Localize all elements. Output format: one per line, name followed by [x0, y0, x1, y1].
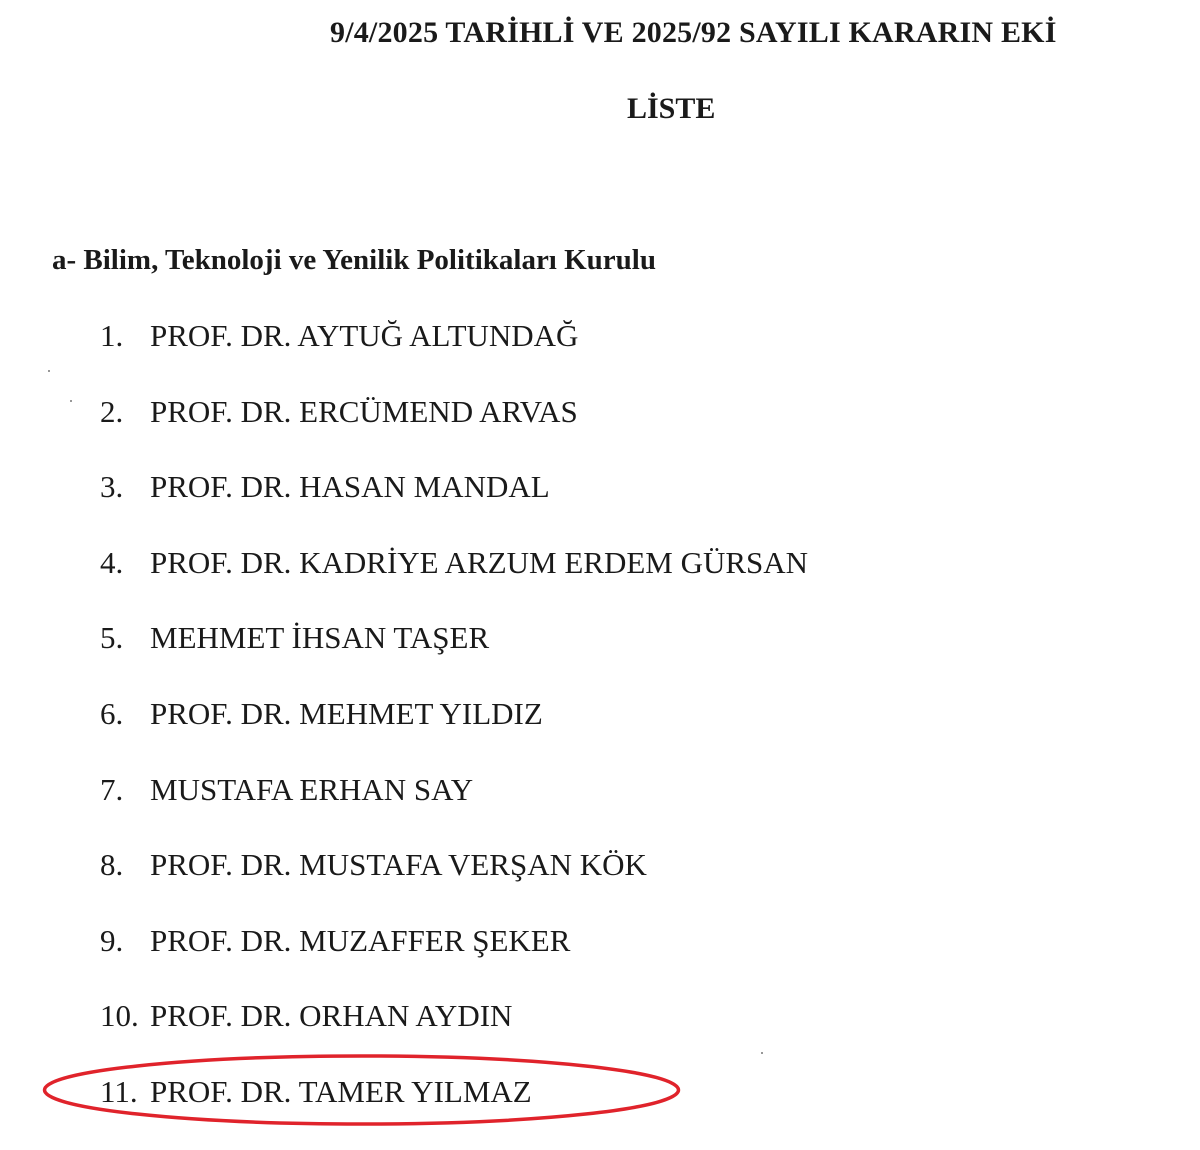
item-name: PROF. DR. TAMER YILMAZ [150, 1073, 532, 1109]
scan-speck [48, 370, 50, 372]
item-number: 11. [100, 1073, 138, 1109]
item-number: 5. [100, 620, 124, 656]
item-number: 4. [100, 544, 124, 580]
item-number: 3. [100, 469, 124, 505]
item-name: PROF. DR. ERCÜMEND ARVAS [150, 393, 578, 429]
item-number: 6. [100, 695, 124, 731]
highlight-ellipse [41, 1052, 682, 1128]
item-name: MEHMET İHSAN TAŞER [150, 620, 490, 656]
item-name: PROF. DR. MUZAFFER ŞEKER [150, 922, 571, 958]
item-number: 9. [100, 922, 124, 958]
item-name: PROF. DR. ORHAN AYDIN [150, 998, 513, 1034]
item-name: PROF. DR. AYTUĞ ALTUNDAĞ [150, 318, 579, 353]
document-subtitle: LİSTE [627, 92, 716, 125]
item-number: 1. [100, 318, 124, 353]
scan-speck [761, 1052, 763, 1054]
item-name: PROF. DR. MUSTAFA VERŞAN KÖK [150, 847, 647, 883]
item-number: 7. [100, 771, 124, 807]
section-heading: a- Bilim, Teknoloji ve Yenilik Politikaları Kurulu [52, 244, 656, 276]
scan-speck [70, 400, 72, 402]
item-name: PROF. DR. KADRİYE ARZUM ERDEM GÜRSAN [150, 544, 809, 580]
document-title: 9/4/2025 TARİHLİ VE 2025/92 SAYILI KARARIN EKİ [330, 16, 1057, 49]
item-number: 2. [100, 393, 124, 429]
item-name: PROF. DR. MEHMET YILDIZ [150, 695, 543, 731]
item-name: PROF. DR. HASAN MANDAL [150, 469, 550, 505]
item-number: 10. [100, 998, 139, 1034]
item-number: 8. [100, 847, 124, 883]
item-name: MUSTAFA ERHAN SAY [150, 771, 474, 807]
